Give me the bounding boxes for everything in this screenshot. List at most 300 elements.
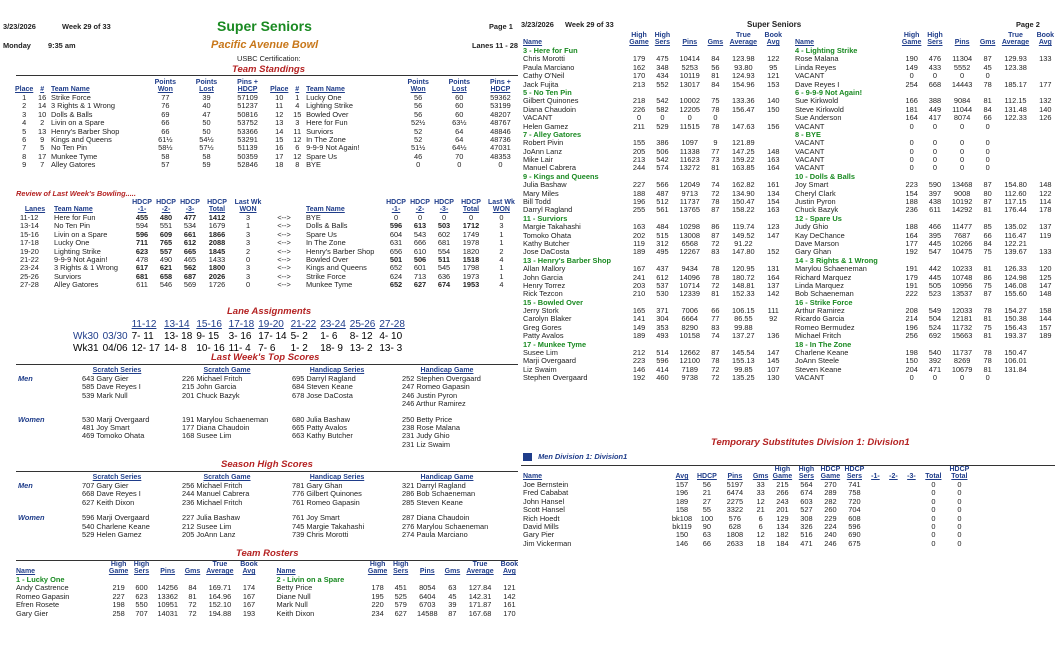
week-cell: 03/30 [102, 331, 128, 342]
player-stat: 45 [448, 591, 457, 601]
player-row [793, 163, 1057, 171]
points-lost: 57½ [199, 143, 214, 153]
player-name: Justin Pyron [795, 197, 836, 207]
player-stat: 627 [394, 608, 407, 618]
player-stat: 11477 [952, 222, 973, 232]
review-cell: 1 [499, 271, 504, 281]
review-cell: 3 [245, 263, 251, 273]
col-g1: -1- [137, 206, 147, 213]
player-row [793, 331, 1057, 339]
player-stat: 227 [112, 591, 125, 601]
player-stat: 165 [632, 306, 646, 316]
player-stat: 112.60 [1004, 188, 1027, 198]
league-title: Super Seniors [217, 18, 312, 34]
review-header [18, 206, 517, 213]
player-stat: 155 [632, 138, 646, 148]
review-cell: 27-28 [20, 280, 39, 290]
review-cell: 3 [245, 229, 251, 239]
spacer [884, 488, 902, 496]
score-cell: 285 Steven Keane [402, 497, 463, 507]
player-row [793, 289, 1057, 297]
player-stat: 210 [632, 289, 646, 299]
col-game: Game [820, 473, 841, 480]
review-cell: <--> [277, 238, 291, 248]
player-stat: 193 [242, 608, 256, 618]
player-stat: 12181 [951, 314, 973, 324]
player-stat: 161 [503, 600, 516, 610]
player-stat: 74 [711, 331, 720, 341]
sub-stat: 0 [931, 530, 936, 540]
sub-stat: 2633 [726, 538, 744, 548]
player-name: Margie Takahashi [523, 222, 581, 232]
player-stat: 0 [636, 113, 642, 123]
player-name: Carolyn Blaker [523, 314, 572, 324]
score-cell: 244 Manuel Cabrera [182, 489, 250, 499]
review-cell: 1973 [462, 271, 480, 281]
team-row [521, 46, 785, 54]
sub-stat: 596 [848, 521, 861, 531]
player-stat: 0 [932, 155, 938, 165]
roster-table [14, 561, 261, 617]
player-stat [997, 147, 1033, 155]
col-lost: Lost [451, 86, 467, 93]
score-cell: 665 Patty Avalos [292, 422, 347, 432]
player-stat: 150 [905, 356, 918, 366]
sub-stat: 758 [848, 488, 861, 498]
player-stat: 12049 [679, 180, 701, 190]
sub-stat: 12 [756, 530, 765, 540]
sub-name: Rich Hoedt [523, 513, 560, 523]
standings-row [13, 143, 521, 151]
player-stat: 13017 [679, 79, 701, 89]
spacer [412, 561, 443, 568]
page-1 [0, 0, 521, 645]
sub-row [521, 522, 972, 530]
pins-hdcp: 59362 [490, 92, 511, 102]
subs-header [521, 473, 972, 480]
player-stat: 442 [928, 264, 942, 274]
player-stat [762, 113, 785, 121]
place: 2 [22, 101, 27, 111]
team-name: 4 - Lighting Strike [795, 45, 858, 55]
player-stat: 10679 [951, 364, 973, 374]
team-number: 6 [295, 143, 300, 153]
review-cell: 621 [159, 263, 173, 273]
player-row [793, 264, 1057, 272]
player-stat: 72 [188, 608, 197, 618]
player-stat: 525 [394, 591, 407, 601]
review-row [18, 238, 517, 246]
review-cell: Dolls & Balls [306, 221, 348, 231]
spacer [35, 79, 49, 86]
player-name: Sue Anderson [795, 113, 842, 123]
player-stat: 91.22 [734, 238, 753, 248]
player-stat: 582 [656, 104, 669, 114]
review-cell: <--> [277, 246, 291, 256]
col-high: High [903, 32, 920, 39]
score-cell: 191 Marylou Schaeneman [182, 414, 269, 424]
team-name: Spare Us [306, 151, 337, 161]
points-lost: 40 [202, 101, 211, 111]
player-stat: 149 [905, 62, 918, 72]
player-row [275, 583, 522, 591]
points-lost: 60 [455, 92, 464, 102]
spacer [793, 32, 900, 39]
player-stat: 106.01 [1004, 356, 1027, 366]
player-name: Stephen Overgaard [523, 373, 588, 383]
roster-table [275, 561, 522, 617]
player-stat: 392 [928, 356, 942, 366]
review-cell: 661 [183, 229, 197, 239]
player-name: Betty Price [276, 583, 313, 593]
roster-header [275, 561, 522, 568]
col-ss: Scratch Series [92, 474, 142, 481]
score-cell: 215 John Garcia [182, 382, 237, 392]
score-cell: 287 Diana Chaudoin [402, 513, 470, 523]
player-stat: 255 [632, 205, 646, 215]
player-stat: 87 [983, 289, 992, 299]
spacer [884, 505, 902, 513]
player-stat: 196 [905, 322, 918, 332]
col-name: Name [16, 568, 36, 575]
points-won: 66 [161, 126, 170, 136]
review-cell: 3 [245, 238, 251, 248]
player-stat: 154.27 [1004, 306, 1027, 316]
points-lost: 60 [455, 101, 464, 111]
sub-name: Jim Vickerman [523, 538, 572, 548]
review-cell: 1726 [208, 280, 226, 290]
player-stat: 9 [713, 138, 718, 148]
player-stat: 78 [983, 356, 992, 366]
score-cell [172, 440, 282, 448]
col-pins: Pins [954, 39, 970, 46]
sub-row [521, 488, 972, 496]
pins-hdcp: 53291 [237, 134, 258, 144]
col-hdcp: HDCP [156, 199, 176, 206]
player-stat: 537 [656, 280, 669, 290]
review-cell: In The Zone [306, 238, 346, 248]
player-name: VACANT [795, 163, 825, 173]
team-number: 12 [293, 134, 302, 144]
player-stat: 170 [503, 608, 516, 618]
sub-stat: 90 [702, 521, 712, 531]
player-name: Greg Gores [523, 322, 562, 332]
player-stat: 8074 [953, 113, 971, 123]
player-row [793, 348, 1057, 356]
review-cell: 0 [393, 212, 399, 222]
player-stat: 223 [632, 356, 646, 366]
points-lost: 50 [202, 126, 211, 136]
points-lost: 64 [455, 134, 464, 144]
player-row [793, 54, 1057, 62]
player-name: Jerry Stork [523, 306, 559, 316]
pins-hdcp: 48353 [490, 151, 511, 161]
col-hdcp: HDCP [949, 466, 970, 473]
player-row [793, 373, 1057, 381]
place: 13 [275, 118, 284, 128]
player-name: Michael Fritch [795, 331, 841, 341]
player-stat [1034, 63, 1057, 71]
player-name: Henry Torrez [523, 280, 566, 290]
flag-icon [523, 453, 532, 461]
col-pins: Pins [419, 568, 435, 575]
spacer [49, 79, 145, 86]
player-stat: 487 [656, 188, 669, 198]
sub-stat: 2275 [726, 496, 744, 506]
review-cell: 636 [437, 271, 451, 281]
review-cell: 551 [159, 221, 173, 231]
player-stat [1034, 138, 1057, 146]
sub-stat: 243 [776, 496, 789, 506]
col-team: Team Name [51, 86, 90, 93]
player-stat: 134.90 [732, 188, 755, 198]
player-stat: 12267 [679, 247, 701, 257]
review-cell: 711 [136, 238, 148, 248]
divider [16, 75, 518, 76]
player-name: Bob Schaeneman [795, 289, 854, 299]
spacer [902, 522, 920, 530]
player-stat: 86 [711, 222, 720, 232]
player-row [521, 197, 785, 205]
col-gms: Gms [752, 473, 769, 480]
player-stat: 177 [1039, 79, 1052, 89]
player-stat: 162 [632, 62, 646, 72]
player-stat: 6703 [419, 600, 436, 610]
player-name: Diana Chaudoin [523, 104, 577, 114]
pins-hdcp: 53366 [237, 126, 258, 136]
player-stat: 75 [983, 280, 992, 290]
standings-row [13, 152, 521, 160]
player-name: Liz Swaim [523, 364, 557, 374]
player-stat: 0 [985, 138, 990, 148]
player-name: Linda Reyes [795, 62, 837, 72]
subs-header [521, 466, 972, 473]
review-cell: 15-16 [20, 229, 39, 239]
points-won: 56 [414, 101, 423, 111]
player-row [793, 239, 1057, 247]
scores-row [16, 481, 502, 489]
player-stat: 77 [711, 314, 720, 324]
player-stat: 11737 [679, 197, 700, 207]
player-stat: 218 [632, 96, 646, 106]
season-high-title: Season High Scores [221, 459, 313, 470]
spacer [866, 539, 884, 547]
spacer [183, 561, 203, 568]
score-cell: 231 Judy Ghio [402, 431, 450, 441]
player-stat: 84 [983, 104, 992, 114]
sub-stat: 628 [728, 521, 742, 531]
player-stat: 81 [983, 264, 992, 274]
score-cell: 668 Dave Reyes I [82, 489, 141, 499]
review-row [18, 280, 517, 288]
sub-stat: 146 [675, 538, 689, 548]
review-cell: 674 [437, 280, 451, 290]
player-stat: 561 [656, 205, 669, 215]
lane-pair-link: 11-12 [131, 319, 157, 330]
review-cell: 665 [183, 246, 197, 256]
player-name: Joy Smart [795, 180, 829, 190]
col-book: Book [240, 561, 258, 568]
player-stat: 164 [905, 230, 918, 240]
spacer [16, 382, 62, 390]
player-stat: 692 [928, 331, 942, 341]
col-total: Total [925, 473, 942, 480]
place: 10 [275, 92, 284, 102]
player-name: Chris Morotti [523, 54, 565, 64]
sub-stat: 0 [957, 488, 962, 498]
player-stat: 13272 [679, 163, 701, 173]
spacer [153, 561, 183, 568]
player-stat: 0 [909, 71, 914, 81]
team-row [521, 130, 785, 138]
scores-row [16, 415, 502, 423]
sub-stat: 266 [776, 488, 789, 498]
player-stat: 122.33 [1004, 113, 1027, 123]
review-cell: Bowled Over [306, 254, 349, 264]
sub-stat: 129 [776, 513, 789, 523]
spacer [866, 505, 884, 513]
player-row [793, 63, 1057, 71]
player-stat: 78 [711, 356, 720, 366]
player-name: Judy Ghio [795, 222, 829, 232]
player-stat: 6568 [681, 238, 698, 248]
player-stat [997, 71, 1033, 79]
player-stat: 78 [711, 264, 720, 274]
player-name: Romeo Gapasin [16, 591, 70, 601]
review-cell: 554 [437, 246, 451, 256]
player-stat: 129.93 [1004, 54, 1027, 64]
sub-stat: 471 [800, 538, 813, 548]
scores-grid [16, 474, 502, 538]
sub-stat: 158 [675, 505, 689, 515]
player-stat: 466 [928, 222, 942, 232]
player-stat: 612 [656, 272, 669, 282]
player-stat: 388 [928, 96, 942, 106]
team-number: 12 [293, 151, 302, 161]
player-stat: 493 [656, 331, 669, 341]
player-stat: 445 [928, 272, 942, 282]
page-number: Page 1 [489, 22, 513, 31]
sub-stat: 0 [957, 538, 962, 548]
player-stat: 191 [905, 280, 918, 290]
spacer [14, 561, 107, 568]
spacer [884, 514, 902, 522]
review-cell: 1749 [462, 229, 480, 239]
col-total: Total [951, 473, 968, 480]
player-stat [997, 138, 1033, 146]
player-stat: 87 [711, 348, 720, 358]
player-stat: 148 [1039, 180, 1052, 190]
player-stat: 10002 [679, 96, 701, 106]
sub-row [521, 505, 972, 513]
review-cell: 666 [413, 238, 427, 248]
player-stat: 135.25 [732, 373, 755, 383]
sub-stat: 100 [700, 513, 714, 523]
player-row [793, 247, 1057, 255]
place: 4 [22, 118, 27, 128]
review-cell: 477 [183, 212, 197, 222]
player-stat: 348 [656, 62, 669, 72]
spacer [902, 505, 920, 513]
pins-hdcp: 57109 [237, 92, 258, 102]
player-stat: 171.87 [468, 600, 492, 610]
score-cell: 231 Liz Swaim [402, 439, 451, 449]
points-lost: 39 [202, 92, 211, 102]
place: 6 [22, 134, 27, 144]
player-stat: 10714 [679, 280, 701, 290]
player-stat: 8269 [953, 356, 971, 366]
player-row [521, 189, 785, 197]
spacer [751, 466, 771, 473]
team-name: 12 - Spare Us [795, 213, 842, 223]
player-stat: 150.38 [1004, 314, 1027, 324]
player-name: Arthur Ramirez [795, 306, 845, 316]
player-stat: 10266 [951, 238, 973, 248]
points-won: 58 [161, 151, 170, 161]
score-cell: 212 Susee Lim [182, 521, 232, 531]
spacer [902, 497, 920, 505]
sub-stat: 564 [800, 479, 813, 489]
spacer [13, 79, 35, 86]
team-name: Munkee Tyme [51, 151, 98, 161]
score-cell: 530 Marji Overgaard [82, 414, 150, 424]
player-stat: 434 [656, 71, 669, 81]
player-row [793, 205, 1057, 213]
review-cell: 1712 [462, 221, 480, 231]
player-stat: 126.33 [1004, 264, 1027, 274]
review-cell: 25-26 [20, 271, 39, 281]
sub-name: Gary Pier [523, 530, 555, 540]
review-cell: Spare Us [306, 229, 337, 239]
player-row [793, 180, 1057, 188]
player-stat: 87 [448, 608, 457, 618]
col-gms: Gms [979, 39, 996, 46]
player-name: Efren Rosete [16, 600, 60, 610]
player-stat: 150 [767, 104, 780, 114]
player-stat [1034, 239, 1057, 247]
player-stat: 87 [711, 205, 720, 215]
player-row [521, 113, 785, 121]
matchup-cell: 7- 11 [131, 331, 154, 342]
points-won: 69 [161, 109, 170, 119]
team-name: Lucky One [306, 92, 342, 102]
spacer [443, 561, 463, 568]
points-lost: 47 [202, 109, 211, 119]
place: 14 [275, 126, 284, 136]
review-cell: 478 [135, 254, 149, 264]
player-stat: 10951 [157, 600, 178, 610]
player-stat: 80 [983, 188, 992, 198]
player-stat: 147.80 [732, 247, 755, 257]
scores-row [16, 489, 502, 497]
player-stat: 0 [985, 121, 990, 131]
team-name: Henry's Barber Shop [51, 126, 120, 136]
player-row [521, 163, 785, 171]
col-total: Total [208, 206, 226, 213]
review-cell: 601 [413, 263, 427, 273]
col-high: High [774, 466, 791, 473]
sub-stat: 0 [931, 496, 936, 506]
player-row [521, 331, 785, 339]
player-stat [1034, 122, 1057, 130]
player-stat: 124.98 [1004, 272, 1027, 282]
standings-header [13, 86, 521, 93]
points-won: 61½ [158, 134, 173, 144]
player-stat: 579 [394, 600, 407, 610]
player-stat [762, 138, 785, 146]
player-stat: 529 [656, 121, 669, 131]
col-hdcp: HDCP [697, 473, 717, 480]
